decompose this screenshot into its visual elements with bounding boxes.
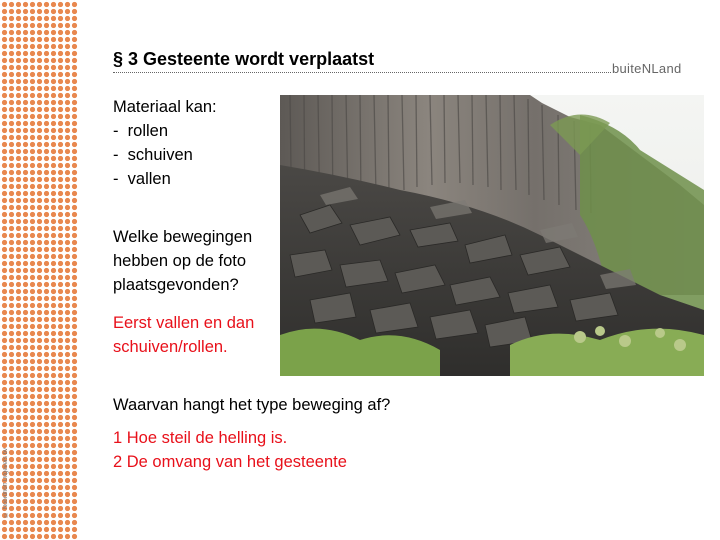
material-item: - schuiven — [113, 143, 217, 167]
copyright-credit: © Noordhoff Uitgevers bv — [3, 448, 9, 517]
materials-list — [113, 119, 217, 191]
answer-line: schuiven/rollen. — [113, 338, 228, 356]
material-item: - vallen — [113, 167, 217, 191]
question-movements — [113, 225, 252, 297]
question-dependency: Waarvan hangt het type beweging af? — [113, 396, 391, 414]
answer-line: 1 Hoe steil de helling is. — [113, 429, 288, 447]
answer-movements — [113, 311, 254, 359]
question-line: Welke bewegingen — [113, 228, 253, 246]
dotted-side-decoration — [0, 0, 78, 540]
material-item: - rollen — [113, 119, 217, 143]
answer-dependency — [113, 426, 347, 474]
materials-block — [113, 95, 217, 191]
brand-logo: buiteNLand — [612, 61, 682, 76]
answer-line: 2 De omvang van het gesteente — [113, 453, 347, 471]
rock-columns-scree-photo — [280, 95, 704, 376]
answer-line: Eerst vallen en dan — [113, 314, 255, 332]
question-line: plaatsgevonden? — [113, 276, 239, 294]
materials-heading: Materiaal kan: — [113, 98, 217, 116]
title-dotted-rule — [113, 72, 611, 73]
question-line: hebben op de foto — [113, 252, 247, 270]
slide-title: § 3 Gesteente wordt verplaatst — [113, 49, 375, 69]
